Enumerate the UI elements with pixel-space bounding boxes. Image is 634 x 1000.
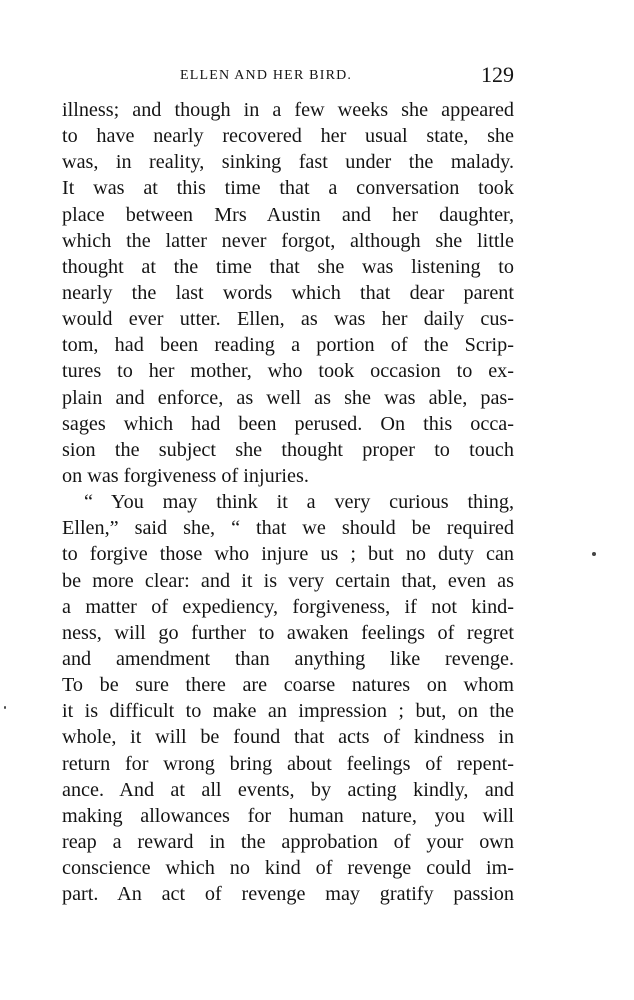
text-line: it is difficult to make an impression ; but, on the bbox=[62, 700, 514, 723]
text-line: making allowances for human nature, you will bbox=[62, 804, 514, 827]
text-line: be more clear: and it is very certain that, even as bbox=[62, 569, 514, 592]
text-line: a matter of expediency, forgiveness, if not kind- bbox=[62, 595, 514, 618]
text-line: to have nearly recovered her usual state, she bbox=[62, 125, 514, 148]
text-line: conscience which no kind of revenge could im- bbox=[62, 857, 514, 880]
text-line: thought at the time that she was listening to bbox=[62, 255, 514, 278]
running-header bbox=[62, 62, 514, 88]
text-line: return for wrong bring about feelings of repent- bbox=[62, 752, 514, 775]
body-text bbox=[62, 97, 514, 907]
text-line: ance. And at all events, by acting kindly, and bbox=[62, 778, 514, 801]
text-line: would ever utter. Ellen, as was her daily cus- bbox=[62, 308, 514, 331]
text-line: sion the subject she thought proper to touch bbox=[62, 438, 514, 461]
text-line: was, in reality, sinking fast under the malady. bbox=[62, 151, 514, 174]
running-title: ELLEN AND HER BIRD. bbox=[180, 68, 353, 83]
text-line: on was forgiveness of injuries. bbox=[62, 464, 309, 487]
text-line: place between Mrs Austin and her daughter, bbox=[62, 203, 514, 226]
text-line: which the latter never forgot, although she little bbox=[62, 229, 514, 252]
text-line: “ You may think it a very curious thing, bbox=[84, 491, 514, 514]
text-line: and amendment than anything like revenge. bbox=[62, 647, 514, 670]
text-line: to forgive those who injure us ; but no duty can bbox=[62, 543, 514, 566]
paper-speck bbox=[4, 706, 6, 709]
text-line: To be sure there are coarse natures on whom bbox=[62, 674, 514, 697]
text-line: part. An act of revenge may gratify passion bbox=[62, 883, 514, 906]
text-line: illness; and though in a few weeks she appeared bbox=[62, 99, 514, 121]
text-line: nearly the last words which that dear parent bbox=[62, 281, 514, 304]
page-number: 129 bbox=[481, 62, 514, 87]
text-line: sages which had been perused. On this occa- bbox=[62, 412, 514, 435]
paragraph-2 bbox=[62, 489, 514, 907]
text-line: reap a reward in the approbation of your own bbox=[62, 830, 514, 853]
text-line: Ellen,” said she, “ that we should be required bbox=[62, 517, 514, 540]
paragraph-1 bbox=[62, 97, 514, 489]
text-line: It was at this time that a conversation took bbox=[62, 177, 514, 200]
text-line: ness, will go further to awaken feelings of regret bbox=[62, 621, 514, 644]
text-line: tom, had been reading a portion of the Scrip- bbox=[62, 334, 514, 357]
paper-speck bbox=[592, 552, 596, 556]
text-line: plain and enforce, as well as she was able, pas- bbox=[62, 386, 514, 409]
text-line: tures to her mother, who took occasion to ex- bbox=[62, 360, 514, 383]
text-line: whole, it will be found that acts of kindness in bbox=[62, 726, 514, 749]
